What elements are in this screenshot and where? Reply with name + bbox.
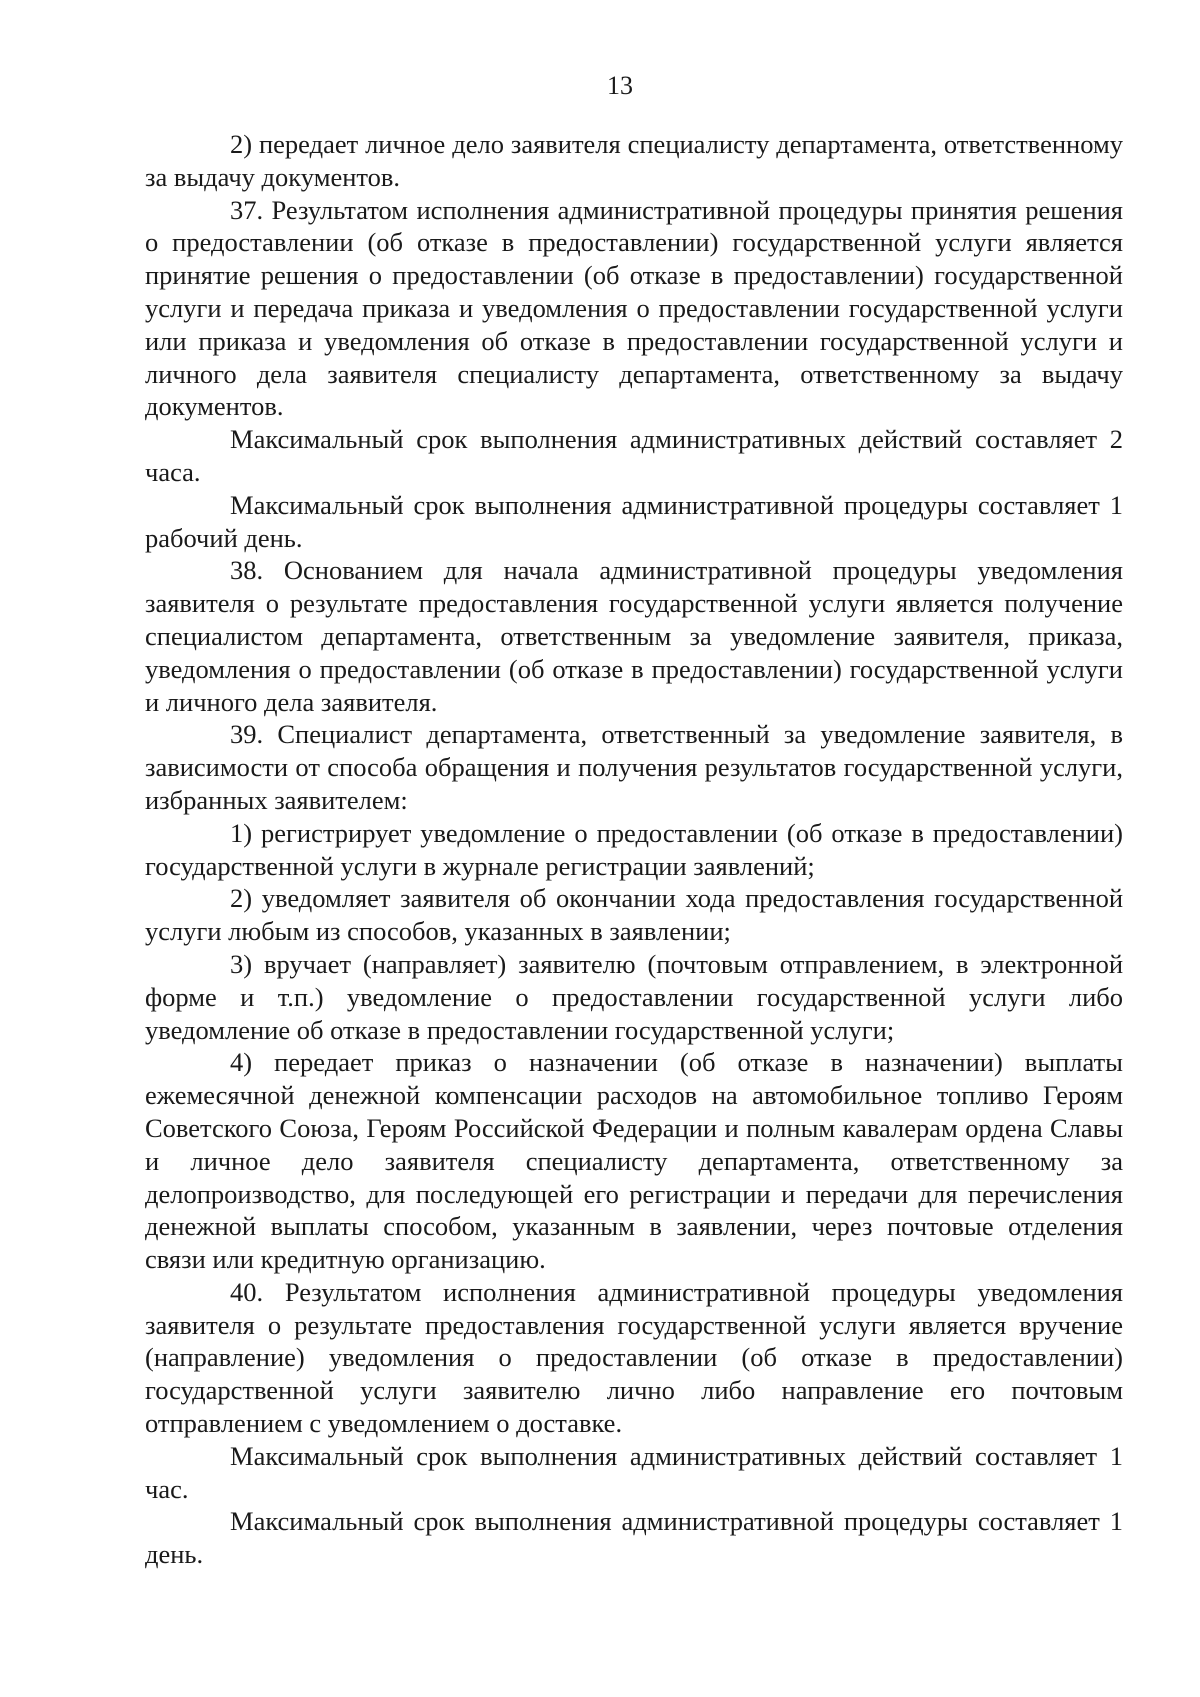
paragraph-39-item-1: 1) регистрирует уведомление о предоставлении (об отказе в предоставлении) государственной услуги в журнале регистрации заявлений; [145,817,1123,881]
document-body [145,128,1123,1571]
paragraph-39-item-2: 2) уведомляет заявителя об окончании хода предоставления государственной услуги любым из способов, указанных в заявлении; [145,883,1123,947]
paragraph-38: 38. Основанием для начала административной процедуры уведомления заявителя о результате предоставления государственной услуги является получение специалистом департамента, ответственным за уведомление заявителя, приказа, уведомления о предоставлении (об отказе в предоставлении) государственной услуги и личного дела заявителя. [145,555,1123,717]
paragraph-39-item-4: 4) передает приказ о назначении (об отказе в назначении) выплаты ежемесячной денежной компенсации расходов на автомобильное топливо Героям Советского Союза, Героям Российской Федерации и полным кавалерам ордена Славы и личное дело заявителя специалисту департамента, ответственному за делопроизводство, для последующей его регистрации и передачи для перечисления денежной выплаты способом, указанным в заявлении, через почтовые отделения связи или кредитную организацию. [145,1047,1123,1275]
paragraph-40: 40. Результатом исполнения административной процедуры уведомления заявителя о результате предоставления государственной услуги является вручение (направление) уведомления о предоставлении (об отказе в предоставлении) государственной услуги заявителю лично либо направление его почтовым отправлением с уведомлением о доставке. [145,1276,1123,1439]
page-number: 13 [607,71,633,100]
paragraph-item-2-transfer: 2) передает личное дело заявителя специалисту департамента, ответственному за выдачу документов. [145,129,1123,192]
paragraph-max-actions-time-2: Максимальный срок выполнения административных действий составляет 1 час. [145,1440,1123,1504]
paragraph-max-procedure-time: Максимальный срок выполнения административной процедуры составляет 1 рабочий день. [145,489,1123,553]
paragraph-39: 39. Специалист департамента, ответственный за уведомление заявителя, в зависимости от способа обращения и получения результатов государственной услуги, избранных заявителем: [145,719,1123,815]
paragraph-37: 37. Результатом исполнения административной процедуры принятия решения о предоставлении (об отказе в предоставлении) государственной услуги является принятие решения о предоставлении (об отказе в предоставлении) государственной услуги и передача приказа и уведомления о предоставлении государственной услуги или приказа и уведомления об отказе в предоставлении государственной услуги и личного дела заявителя специалисту департамента, ответственному за выдачу документов. [145,194,1123,422]
paragraph-max-actions-time: Максимальный срок выполнения административных действий составляет 2 часа. [145,424,1123,487]
paragraph-max-procedure-time-2: Максимальный срок выполнения административной процедуры составляет 1 день. [145,1506,1123,1570]
paragraph-39-item-3: 3) вручает (направляет) заявителю (почтовым отправлением, в электронной форме и т.п.) уведомление о предоставлении государственной услуги либо уведомление об отказе в предоставлении государственной услуги; [145,948,1123,1045]
